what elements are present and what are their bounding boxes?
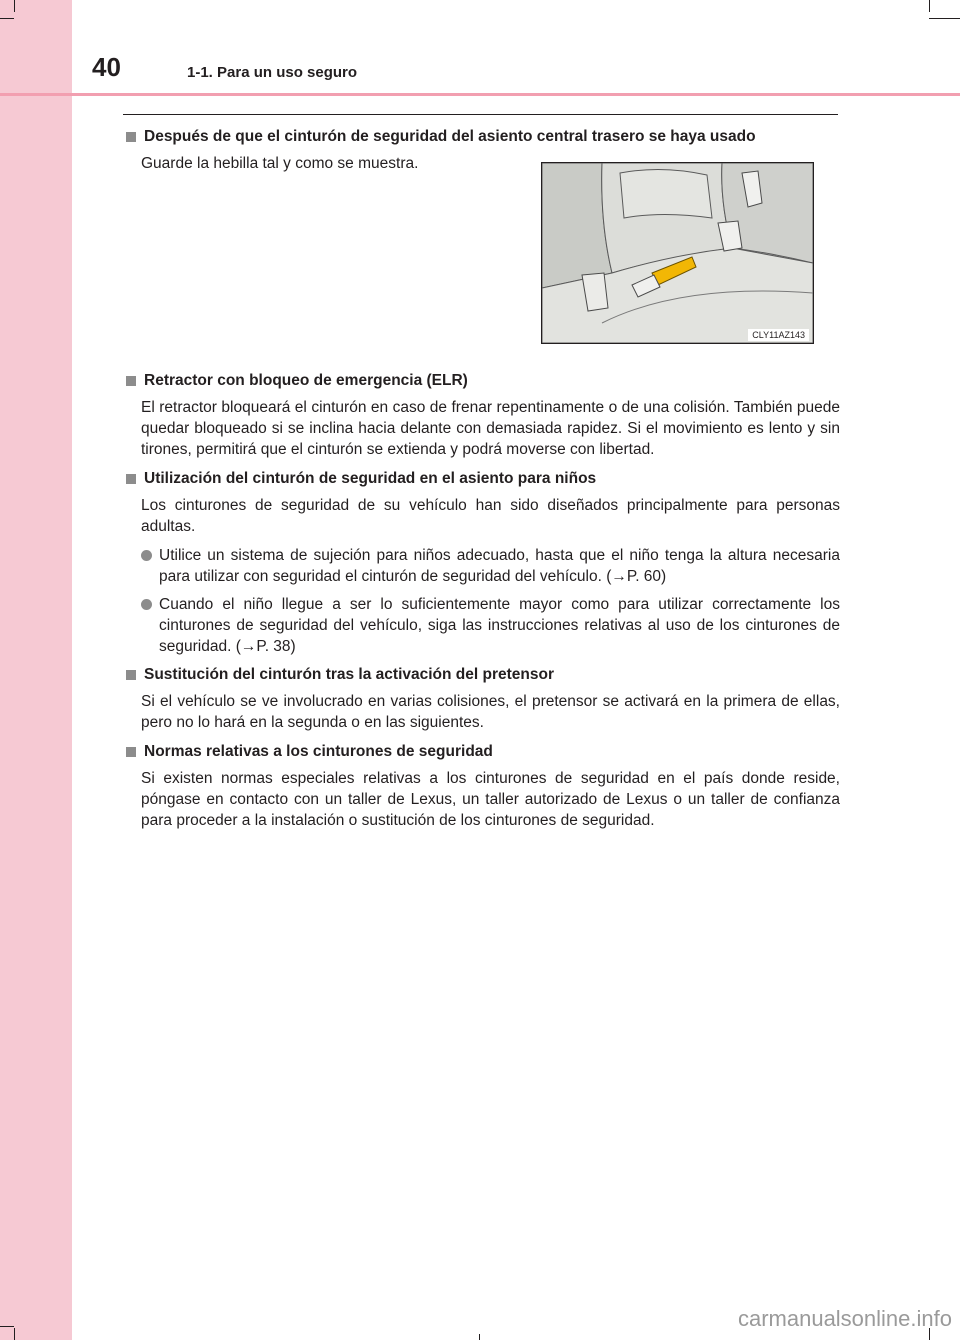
section-heading <box>123 370 840 392</box>
section-text: Los cinturones de seguridad de su vehículo han sido diseñados principalmente para personas adultas. <box>141 497 840 535</box>
section-heading <box>123 664 840 686</box>
section-child-seat <box>123 468 840 657</box>
heading-text: Normas relativas a los cinturones de seguridad <box>144 743 493 760</box>
heading-text: Utilización del cinturón de seguridad en el asiento para niños <box>144 470 597 487</box>
square-bullet-icon <box>126 474 136 484</box>
section-text: El retractor bloqueará el cinturón en caso de frenar repentinamente o de una colisión. También puede quedar bloqueado si se inclina hacia delante con demasiada rapidez. Si el movimiento es lento y sin tirones, permitirá que el cinturón se extienda y podrá moverse con libertad. <box>141 399 840 458</box>
rear-seat-buckle-illustration <box>541 162 814 344</box>
page-number: 40 <box>92 52 121 82</box>
section-pretensioner <box>123 664 840 733</box>
left-margin-band <box>0 0 72 1340</box>
heading-text: Después de que el cinturón de seguridad del asiento central trasero se haya usado <box>144 128 756 145</box>
watermark[interactable]: carmanualsonline.info <box>737 1306 952 1331</box>
section-elr <box>123 370 840 460</box>
circle-bullet-icon <box>141 599 152 610</box>
square-bullet-icon <box>126 376 136 386</box>
square-bullet-icon <box>126 670 136 680</box>
section-center-rear-belt <box>123 126 840 370</box>
square-bullet-icon <box>126 132 136 142</box>
section-text: Si existen normas especiales relativas a los cinturones de seguridad en el país donde reside, póngase en contacto con un taller de Lexus, un taller autorizado de Lexus o un taller de confianza para proceder a la instalación o sustitución de los cinturones de seguridad. <box>141 770 840 829</box>
section-heading <box>123 126 840 148</box>
crop-mark <box>929 0 930 12</box>
circle-bullet-icon <box>141 550 152 561</box>
section-text: Si el vehículo se ve involucrado en varias colisiones, el pretensor se activará en la primera de ellas, pero no lo hará en la segunda o en las siguientes. <box>141 693 840 731</box>
section-text: Guarde la hebilla tal y como se muestra. <box>141 155 419 172</box>
crop-mark <box>929 18 960 19</box>
crop-mark <box>14 0 15 12</box>
header-rule <box>0 93 960 96</box>
heading-text: Retractor con bloqueo de emergencia (ELR) <box>144 372 468 389</box>
content <box>123 126 840 839</box>
list-item <box>141 545 840 587</box>
list-item-text: Cuando el niño llegue a ser lo suficientemente mayor como para utilizar correctamente los cinturones de seguridad del vehículo, siga las instrucciones relativas al uso de los cinturones de seguridad. (→P. 38) <box>159 596 840 655</box>
section-title: 1-1. Para un uso seguro <box>187 64 358 81</box>
crop-mark <box>14 1328 15 1340</box>
list-item-text: Utilice un sistema de sujeción para niños adecuado, hasta que el niño tenga la altura necesaria para utilizar con seguridad el cinturón de seguridad del vehículo. (→P. 60) <box>159 547 840 585</box>
crop-mark <box>0 1326 14 1327</box>
seat-illustration-svg <box>542 163 813 343</box>
content-top-rule <box>123 114 838 115</box>
crop-mark <box>0 18 14 19</box>
section-heading <box>123 468 840 490</box>
figure-code: CLY11AZ143 <box>748 329 809 341</box>
list-item <box>141 594 840 657</box>
section-heading <box>123 741 840 763</box>
page-header <box>0 0 960 96</box>
section-regulations <box>123 741 840 831</box>
heading-text: Sustitución del cinturón tras la activación del pretensor <box>144 666 554 683</box>
square-bullet-icon <box>126 747 136 757</box>
header-pink-tab <box>0 0 72 96</box>
footer-mark <box>479 1334 480 1340</box>
